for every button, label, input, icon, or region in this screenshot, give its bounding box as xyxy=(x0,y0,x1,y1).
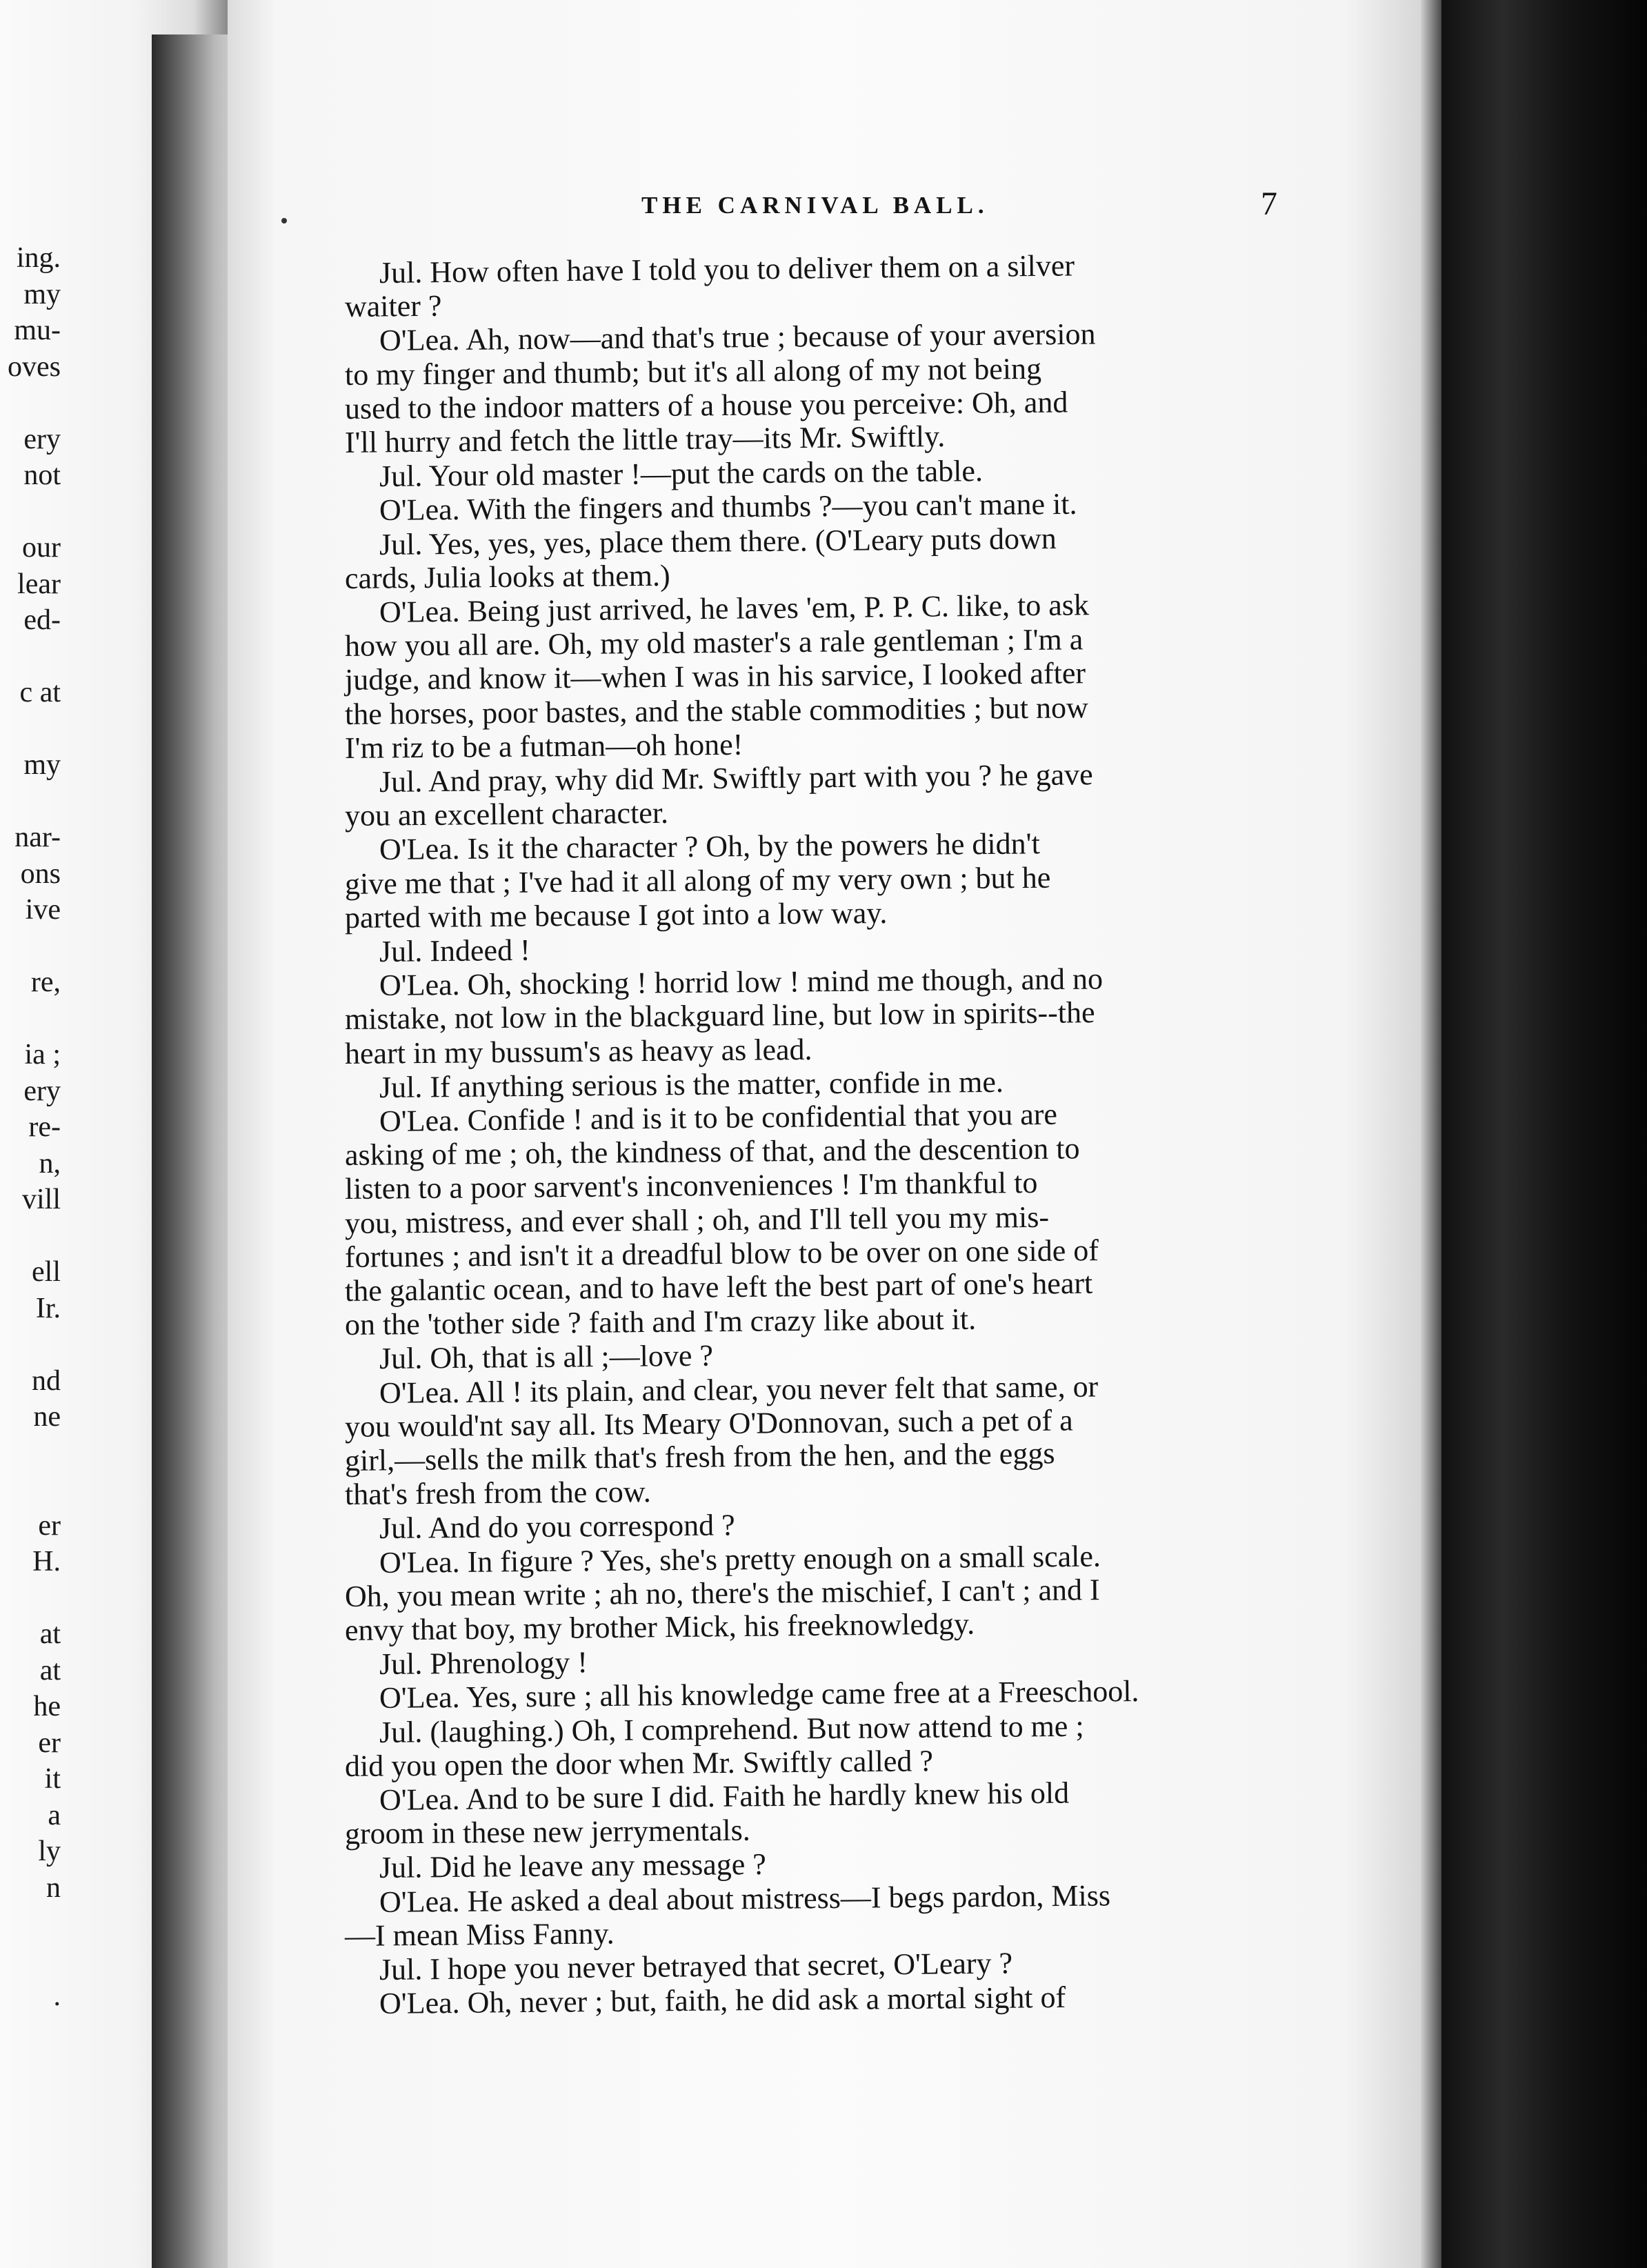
book-cover xyxy=(1441,0,1647,2268)
text-line: O'Lea. Is it the character ? Oh, by the powers he didn't xyxy=(379,826,1041,867)
text-line: O'Lea. Confide ! and is it to be confidential that you are xyxy=(379,1097,1058,1138)
text-line: Jul. Yes, yes, yes, place them there. (O'Leary puts down xyxy=(379,521,1057,561)
text-line: on the 'tother side ? faith and I'm crazy like about it. xyxy=(344,1302,977,1342)
left-fragment-line: ery xyxy=(23,423,61,455)
text-line: asking of me ; oh, the kindness of that, and the descention to xyxy=(344,1131,1080,1173)
left-fragment-line: ery xyxy=(23,1075,61,1107)
text-line: Jul. Indeed ! xyxy=(379,933,530,968)
text-line: Jul. And pray, why did Mr. Swiftly part with you ? he gave xyxy=(379,757,1093,799)
left-fragment-line: ive xyxy=(25,894,61,926)
left-fragment-line: re, xyxy=(30,966,61,998)
text-line: mistake, not low in the blackguard line, but low in spirits--the xyxy=(344,995,1095,1037)
text-line: Jul. Phrenology ! xyxy=(379,1645,588,1682)
text-line: fortunes ; and isn't it a dreadful blow to be over on one side of xyxy=(344,1233,1099,1274)
left-fragment-line: n xyxy=(46,1871,61,1904)
text-line: O'Lea. Oh, shocking ! horrid low ! mind me though, and no xyxy=(379,962,1104,1003)
text-line: the horses, poor bastes, and the stable commodities ; but now xyxy=(344,690,1088,731)
text-line: judge, and know it—when I was in his sarvice, I looked after xyxy=(344,656,1086,697)
left-fragment-line: a xyxy=(48,1799,61,1831)
text-line: Jul. Your old master !—put the cards on the table. xyxy=(379,454,984,494)
left-fragment-line: at xyxy=(39,1618,61,1650)
left-fragment-line: nd xyxy=(32,1364,61,1397)
text-line: Jul. (laughing.) Oh, I comprehend. But now attend to me ; xyxy=(379,1709,1084,1749)
text-line: —I mean Miss Fanny. xyxy=(344,1916,615,1953)
text-line: how you all are. Oh, my old master's a rale gentleman ; I'm a xyxy=(344,622,1084,664)
text-line: Jul. Did he leave any message ? xyxy=(379,1847,767,1885)
left-fragment-line: . xyxy=(53,1980,61,2012)
text-line: Oh, you mean write ; ah no, there's the mischief, I can't ; and I xyxy=(344,1572,1100,1613)
page-number: 7 xyxy=(1261,186,1277,222)
text-line: cards, Julia looks at them.) xyxy=(344,558,670,595)
left-fragment-line: ell xyxy=(32,1256,61,1288)
text-line: groom in these new jerrymentals. xyxy=(344,1813,750,1851)
left-fragment-line: ing. xyxy=(16,242,61,274)
left-fragment-line: H. xyxy=(32,1546,61,1578)
left-fragment-line: he xyxy=(33,1691,61,1722)
text-line: O'Lea. Yes, sure ; all his knowledge came free at a Freeschool. xyxy=(379,1674,1139,1715)
left-fragment-line: c at xyxy=(19,677,61,708)
text-line: did you open the door when Mr. Swiftly called ? xyxy=(344,1744,934,1783)
left-fragment-line: nar- xyxy=(14,822,61,853)
text-line: waiter ? xyxy=(344,288,442,324)
text-line: listen to a poor sarvent's inconveniences ! I'm thankful to xyxy=(344,1166,1038,1206)
text-line: I'm riz to be a futman—oh hone! xyxy=(344,727,743,765)
left-page-text-fragment xyxy=(0,0,152,2268)
text-line: Jul. How often have I told you to deliver them on a silver xyxy=(379,248,1075,290)
left-fragment-line: n, xyxy=(39,1147,61,1180)
text-line: O'Lea. With the fingers and thumbs ?—you can't mane it. xyxy=(379,487,1077,528)
text-line: that's fresh from the cow. xyxy=(344,1475,651,1512)
left-fragment-line: our xyxy=(22,532,61,564)
text-line: Jul. Oh, that is all ;—love ? xyxy=(379,1338,714,1376)
running-header: THE CARNIVAL BALL. xyxy=(641,192,989,219)
text-line: heart in my bussum's as heavy as lead. xyxy=(344,1032,812,1071)
text-line: O'Lea. Being just arrived, he laves 'em, P. P. C. like, to ask xyxy=(379,588,1090,629)
left-fragment-line: ly xyxy=(38,1836,61,1867)
text-line: O'Lea. In figure ? Yes, she's pretty enough on a small scale. xyxy=(379,1539,1101,1580)
left-fragment-line: oves xyxy=(8,350,61,383)
left-fragment-line: ia ; xyxy=(24,1039,61,1071)
text-line: to my finger and thumb; but it's all along of my not being xyxy=(344,351,1042,392)
left-fragment-line: at xyxy=(39,1654,61,1687)
left-fragment-line: ne xyxy=(33,1401,61,1433)
text-line: Jul. I hope you never betrayed that secret, O'Leary ? xyxy=(379,1946,1013,1987)
text-line: parted with me because I got into a low way. xyxy=(344,895,888,935)
text-line: O'Lea. Ah, now—and that's true ; because of your aversion xyxy=(379,317,1096,358)
left-fragment-line: ons xyxy=(20,857,61,890)
text-line: you an excellent character. xyxy=(344,795,669,833)
text-line: O'Lea. Oh, never ; but, faith, he did ask a mortal sight of xyxy=(379,1980,1066,2021)
left-fragment-line: it xyxy=(44,1763,61,1795)
text-line: O'Lea. All ! its plain, and clear, you never felt that same, or xyxy=(379,1369,1099,1410)
left-fragment-line: er xyxy=(38,1509,61,1542)
text-line: used to the indoor matters of a house you perceive: Oh, and xyxy=(344,385,1068,426)
left-fragment-line: not xyxy=(23,459,61,491)
text-line: you, mistress, and ever shall ; oh, and I'll tell you my mis- xyxy=(344,1200,1050,1240)
text-line: envy that boy, my brother Mick, his freeknowledgy. xyxy=(344,1606,975,1647)
left-fragment-line: vill xyxy=(21,1184,61,1215)
left-fragment-line: lear xyxy=(17,568,61,600)
ink-speck xyxy=(281,218,287,223)
text-line: give me that ; I've had it all along of my very own ; but he xyxy=(344,860,1051,901)
text-line: I'll hurry and fetch the little tray—its Mr. Swiftly. xyxy=(344,419,946,459)
left-fragment-line: Ir. xyxy=(35,1292,61,1324)
text-line: the galantic ocean, and to have left the best part of one's heart xyxy=(344,1266,1093,1308)
left-fragment-line: my xyxy=(23,278,61,310)
left-fragment-line: ed- xyxy=(23,604,61,636)
text-line: Jul. And do you correspond ? xyxy=(379,1508,735,1546)
text-line: you would'nt say all. Its Meary O'Donnovan, such a pet of a xyxy=(344,1403,1073,1444)
text-line: O'Lea. And to be sure I did. Faith he hardly knew his old xyxy=(379,1775,1070,1817)
left-fragment-line: er xyxy=(38,1727,61,1759)
text-line: Jul. If anything serious is the matter, confide in me. xyxy=(379,1064,1004,1104)
left-fragment-line: re- xyxy=(28,1111,61,1143)
text-line: girl,—sells the milk that's fresh from the hen, and the eggs xyxy=(344,1436,1055,1478)
left-fragment-line: mu- xyxy=(14,315,61,346)
left-fragment-line: my xyxy=(23,749,61,781)
text-line: O'Lea. He asked a deal about mistress—I begs pardon, Miss xyxy=(379,1878,1111,1919)
